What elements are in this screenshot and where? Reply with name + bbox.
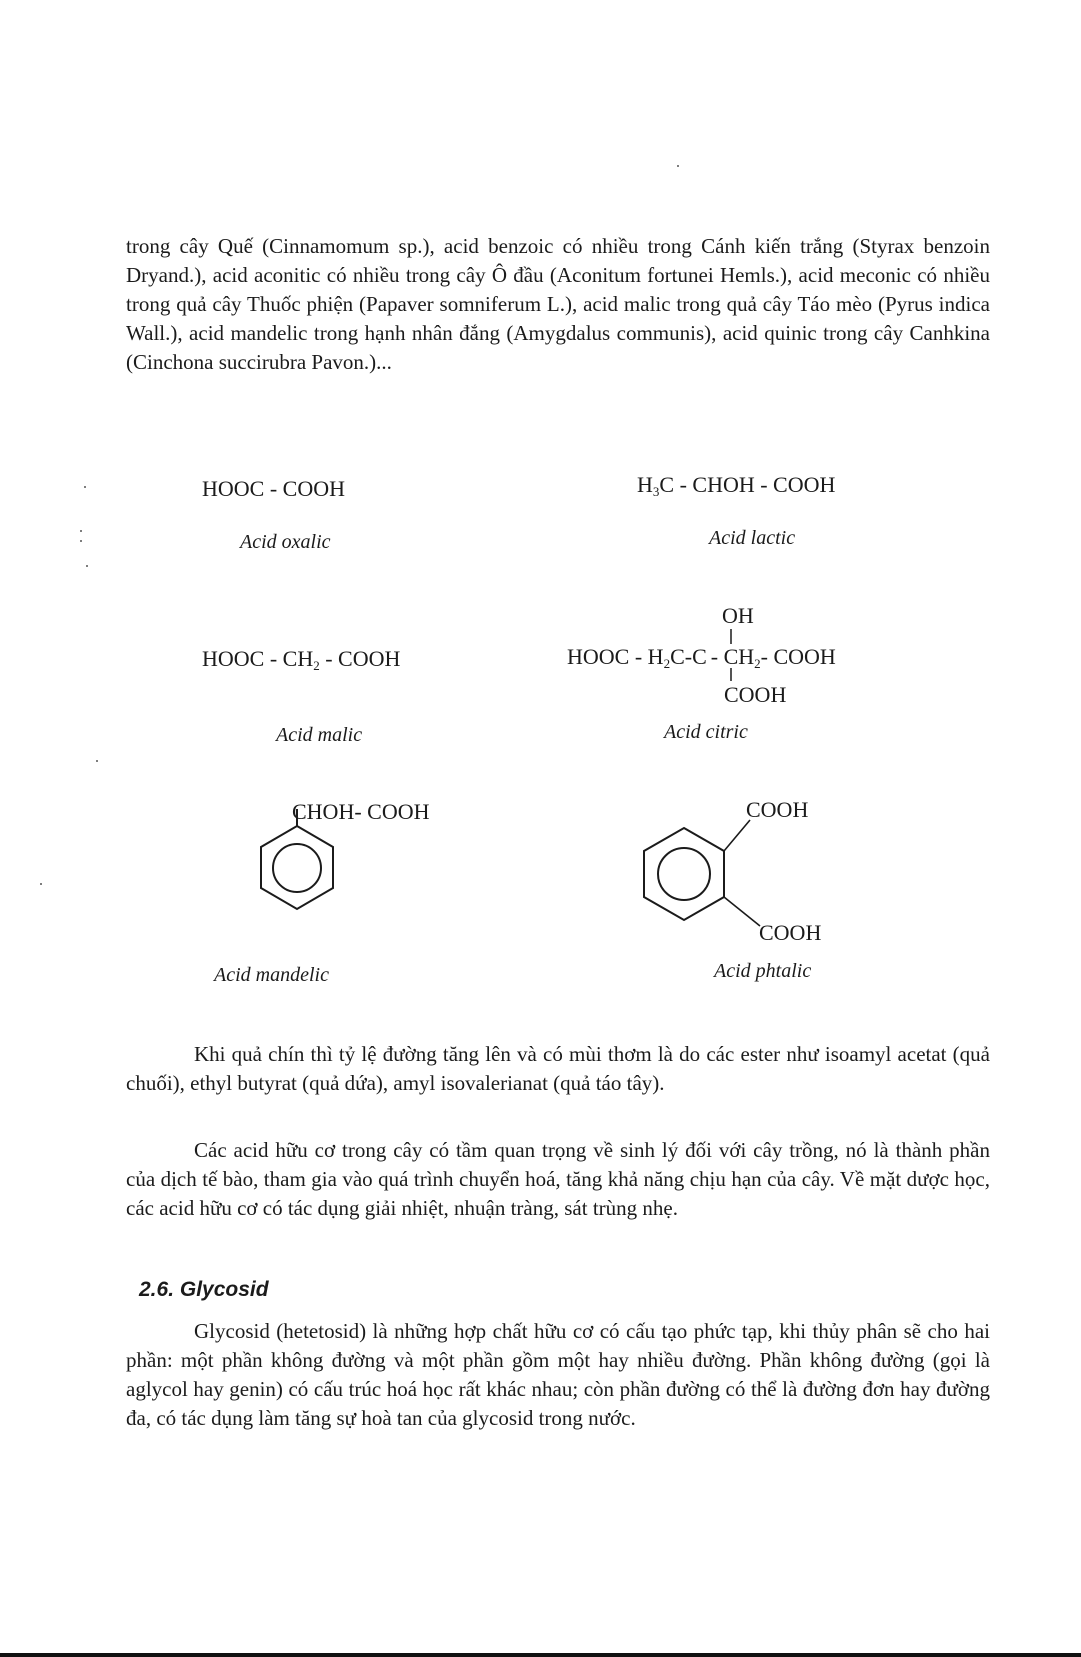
malic-formula: HOOC - $CH_2$ - COOH <box>202 646 401 673</box>
intro-paragraph: trong cây Quế (Cinnamomum sp.), acid benzoic có nhiều trong Cánh kiến trắng (Styrax benzoin Dryand.), acid aconitic có nhiều trong cây Ô đầu (Aconitum fortunei Hemls.), acid meconic có nhiều trong quả cây Thuốc phiện (Papaver somniferum L.), acid malic trong quả cây Táo mèo (Pyrus indica Wall.), acid mandelic trong hạnh nhân đắng (Amygdalus communis), acid quinic trong cây Canhkina (Cinchona succirubra Pavon.)... <box>126 234 990 374</box>
paragraph-glycosid: Glycosid (hetetosid) là những hợp chất hữu cơ có cấu tạo phức tạp, khi thủy phân sẽ cho hai phần: một phần không đường và một phần gồm một hay nhiều đường. Phần không đường (gọi là aglycol hay genin) có cấu trúc hoá học rất khác nhau; còn phần đường có thể là đường đơn hay đường đa, có tác dụng làm tăng sự hoà tan của glycosid trong nước. <box>126 1319 990 1430</box>
scan-speck <box>96 760 98 762</box>
citric-cooh: COOH <box>724 682 787 707</box>
phtalic-cooh-top: COOH <box>746 797 809 822</box>
paragraph-roles: Các acid hữu cơ trong cây có tầm quan trọng về sinh lý đối với cây trồng, nó là thành phần của dịch tế bào, tham gia vào quá trình chuyển hoá, tăng khả năng chịu hạn của cây. Về mặt dược học, các acid hữu cơ có tác dụng giải nhiệt, nhuận tràng, sát trùng nhẹ. <box>126 1138 990 1220</box>
scan-speck <box>84 486 86 488</box>
citric-caption: Acid citric <box>664 721 748 743</box>
oxalic-formula: HOOC - COOH <box>202 476 345 501</box>
phtalic-caption: Acid phtalic <box>714 960 812 982</box>
scan-speck <box>40 883 42 885</box>
scan-speck <box>80 530 82 532</box>
lactic-caption: Acid lactic <box>709 527 796 549</box>
page-bottom-edge <box>0 1653 1081 1657</box>
scan-speck <box>80 540 82 542</box>
citric-main-chain: HOOC - $H_2C-C - CH_2-$ COOH <box>567 644 836 671</box>
phtalic-cooh-bottom: COOH <box>759 920 822 945</box>
lactic-formula: $H_3C$ - CHOH - COOH <box>637 472 836 499</box>
mandelic-substituent: CHOH- COOH <box>292 799 430 824</box>
citric-oh: OH <box>722 603 754 628</box>
scan-speck <box>86 565 88 567</box>
oxalic-caption: Acid oxalic <box>240 531 331 553</box>
scan-speck <box>677 165 679 167</box>
malic-caption: Acid malic <box>276 724 363 746</box>
section-heading: 2.6. Glycosid <box>139 1278 269 1301</box>
paragraph-esters: Khi quả chín thì tỷ lệ đường tăng lên và có mùi thơm là do các ester như isoamyl acetat (quả chuối), ethyl butyrat (quả dứa), amyl isovalerianat (quả táo tây). <box>126 1042 990 1095</box>
mandelic-caption: Acid mandelic <box>214 964 329 986</box>
